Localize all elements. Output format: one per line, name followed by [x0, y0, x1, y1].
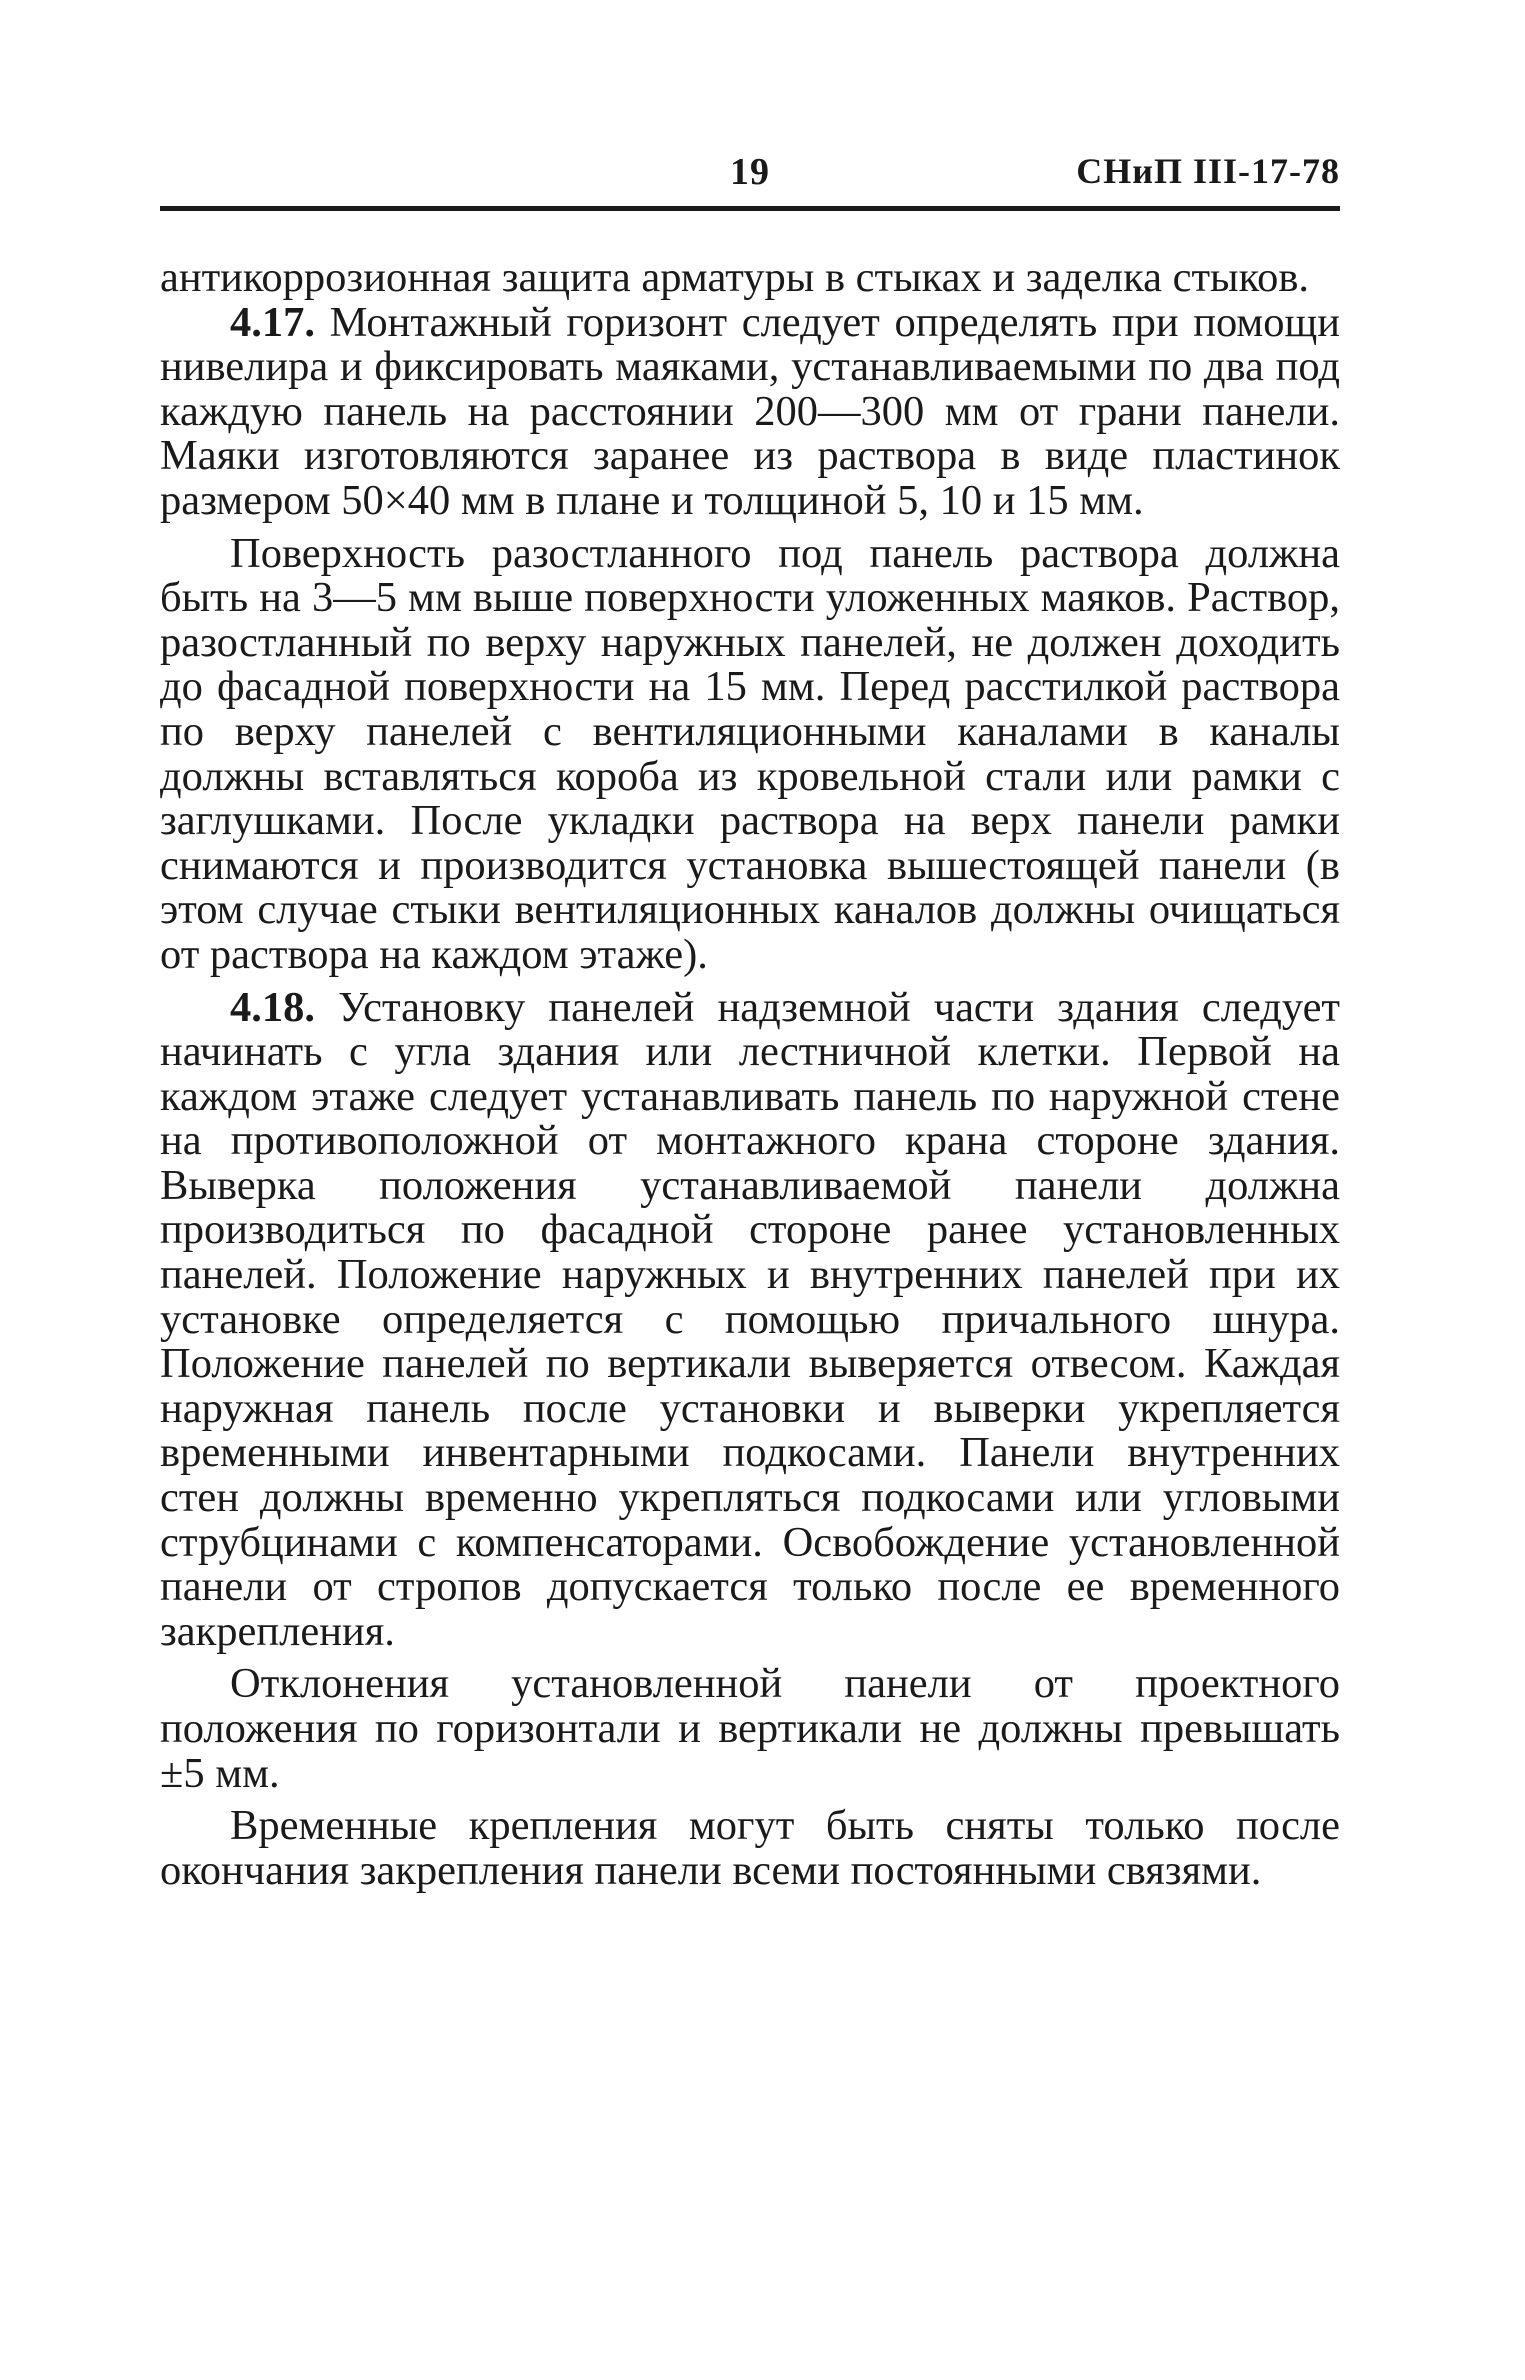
page-number: 19 [730, 151, 770, 193]
section-4-17 [160, 298, 1340, 524]
paragraph-continuation [160, 256, 1340, 301]
paragraph-text: Установку панелей надземной части здания следует начинать с угла здания или лестничной клетки. Первой на каждом этаже следует устанавливать панель по наружной стене на противоположной от монтажного крана стороне здания. Выверка положения устанавливаемой панели должна производиться по фасадной стороне ранее установленных панелей. Положение наружных и внутренних панелей при их установке определяется с помощью причального шнура. Положение панелей по вертикали выверяется отвесом. Каждая наружная панель после установки и выверки укрепляется временными инвентарными подкосами. Панели внутренних стен должны временно укрепляться подкосами или угловыми струбцинами с компенсаторами. Освобождение установленной панели от стропов допускается только после ее временного закрепления. [160, 983, 1341, 1655]
section-number: 4.18. [230, 983, 315, 1031]
header-rule [160, 206, 1340, 211]
section-4-18 [160, 983, 1341, 1655]
section-number: 4.17. [230, 298, 315, 346]
paragraph-text: Отклонения установленной панели от проектного положения по горизонтали и вертикали не должны превышать ±5 мм. [160, 1660, 1340, 1797]
paragraph-temporary-fastening [160, 1804, 1340, 1893]
paragraph-deviations [160, 1662, 1340, 1796]
body-text [160, 256, 1340, 1893]
paragraph-text: Монтажный горизонт следует определять при помощи нивелира и фиксировать маяками, устанавливаемыми по два под каждую панель на расстоянии 200—300 мм от грани панели. Маяки изготовляются заранее из раствора в виде пластинок размером 50×40 мм в плане и толщиной 5, 10 и 15 мм. [160, 298, 1340, 524]
document-code: СНиП III-17-78 [1076, 151, 1340, 191]
page-header [160, 150, 1340, 210]
paragraph-text: антикоррозионная защита арматуры в стыках и заделка стыков. [160, 254, 1310, 301]
paragraph-text: Временные крепления могут быть сняты только после окончания закрепления панели всеми постоянными связями. [160, 1802, 1340, 1894]
paragraph-text: Поверхность разостланного под панель раствора должна быть на 3—5 мм выше поверхности уложенных маяков. Раствор, разостланный по верху наружных панелей, не должен доходить до фасадной поверхности на 15 мм. Перед расстилкой раствора по верху панелей с вентиляционными каналами в каналы должны вставляться короба из кровельной стали или рамки с заглушками. После укладки раствора на верх панели рамки снимаются и производится установка вышестоящей панели (в этом случае стыки вентиляционных каналов должны очищаться от раствора на каждом этаже). [160, 529, 1340, 978]
paragraph-mortar-surface [160, 529, 1340, 978]
